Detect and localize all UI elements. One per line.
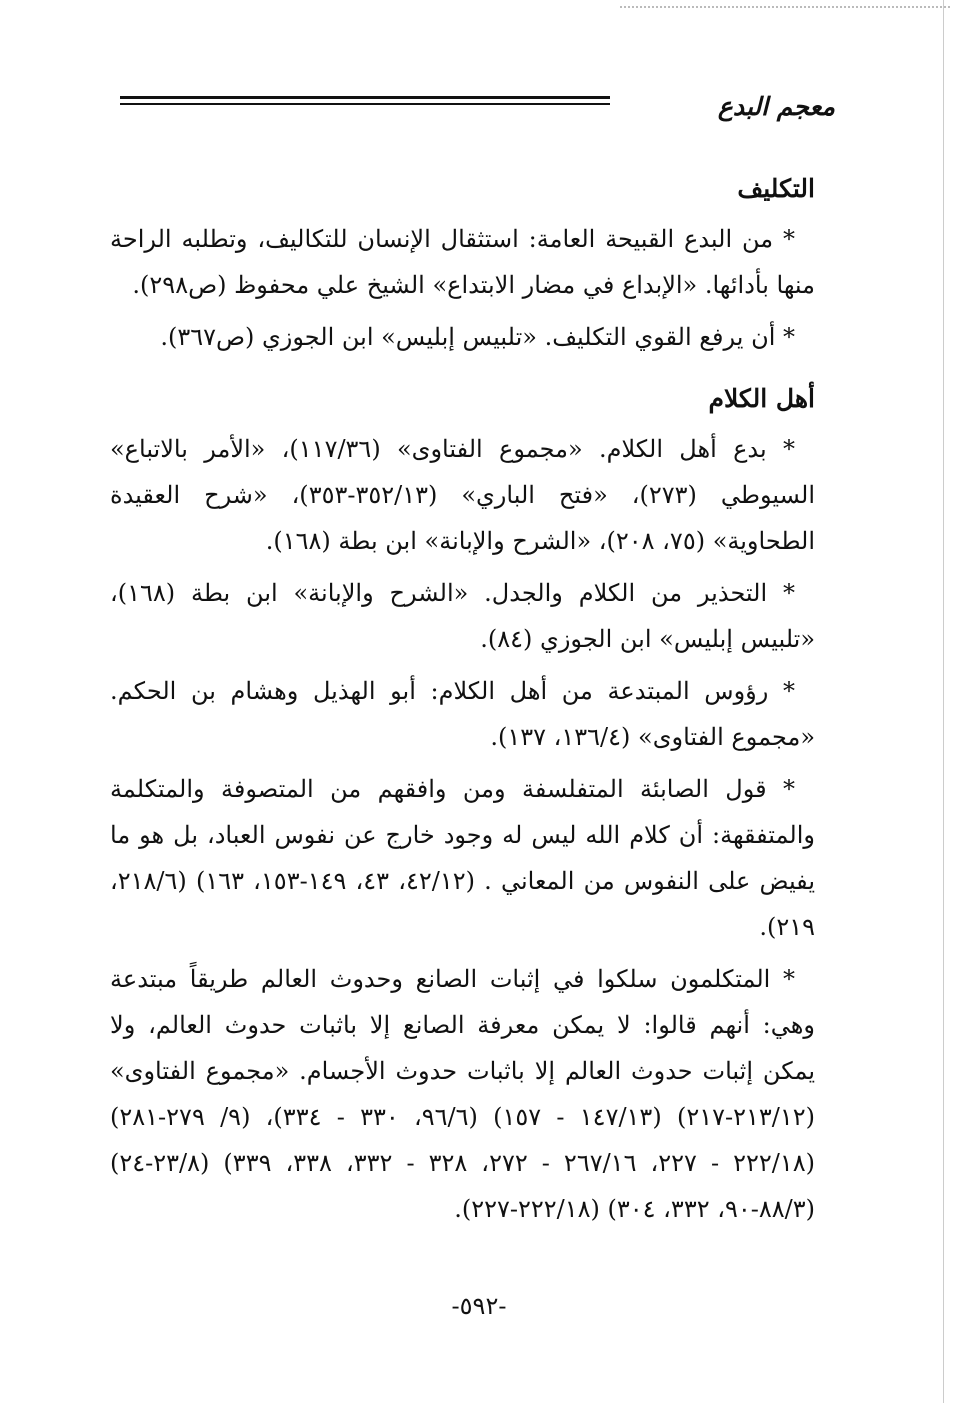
page-edge-line — [943, 0, 944, 1403]
entry-paragraph: * رؤوس المبتدعة من أهل الكلام: أبو الهذيل وهشام بن الحكم. «مجموع الفتاوى» (١٣٦/٤، ١٣٧). — [110, 677, 815, 751]
running-header — [120, 92, 835, 132]
entry-paragraph: * التحذير من الكلام والجدل. «الشرح والإبانة» ابن بطة (١٦٨)، «تلبيس إبليس» ابن الجوزي (٨٤). — [110, 579, 815, 653]
header-rule — [120, 96, 610, 99]
page-edge-dots — [620, 6, 950, 8]
entry-paragraph: * من البدع القبيحة العامة: استثقال الإنسان للتكاليف، وتطلبه الراحة منها بأدائها. «الإبداع في مضار الابتداع» الشيخ علي محفوظ (ص٢٩٨). — [110, 225, 815, 299]
entry-paragraph: * بدع أهل الكلام. «مجموع الفتاوى» (١١٧/٣٦)، «الأمر بالاتباع» السيوطي (٢٧٣)، «فتح الباري» (٣٥٢/١٣-٣٥٣)، «شرح العقيدة الطحاوية» (٧٥، ٢٠٨)، «الشرح والإبانة» ابن بطة (١٦٨). — [110, 435, 815, 555]
entry-paragraph: * قول الصابئة المتفلسفة ومن وافقهم من المتصوفة والمتكلمة والمتفقهة: أن كلام الله ليس له وجود خارج عن نفوس العباد، بل هو ما يفيض على النفوس من المعاني . (٤٢/١٢، ٤٣، ١٤٩-١٥٣، ١٦٣) (٢١٨/٦، ٢١٩). — [110, 775, 816, 941]
header-rule — [120, 103, 610, 105]
section-ahl-al-kalam — [110, 376, 815, 1232]
section-heading: أهل الكلام — [708, 384, 815, 413]
page-number: -٥٩٢- — [451, 1292, 507, 1320]
page-body — [110, 150, 815, 1238]
running-header-title: معجم البدع — [717, 92, 835, 121]
section-takleef — [110, 166, 815, 360]
section-heading: التكليف — [737, 174, 815, 203]
entry-paragraph: * المتكلمون سلكوا في إثبات الصانع وحدوث العالم طريقاً مبتدعة وهي: أنهم قالوا: لا يمكن معرفة الصانع إلا باثبات حدوث العالم، ولا يمكن إثبات حدوث العالم إلا باثبات حدوث الأجسام. «مجموع الفتاوى» (٢١٣/١٢-٢١٧) (١٤٧/١٣ - ١٥٧) (٩٦/٦، ٣٣٠ - ٣٣٤)، (٩/ ٢٧٩-٢٨١) (٢٢٢/١٨ - ٢٢٧، ٢٦٧/١٦ - ٢٧٢، ٣٢٨ - ٣٣٢، ٣٣٨، ٣٣٩) (٢٣/٨-٢٤) (٨٨/٣-٩٠، ٣٣٢، ٣٠٤) (٢٢٢/١٨-٢٢٧). — [110, 965, 816, 1223]
entry-paragraph: * أن يرفع القوي التكليف. «تلبيس إبليس» ابن الجوزي (ص٣٦٧). — [160, 323, 795, 351]
